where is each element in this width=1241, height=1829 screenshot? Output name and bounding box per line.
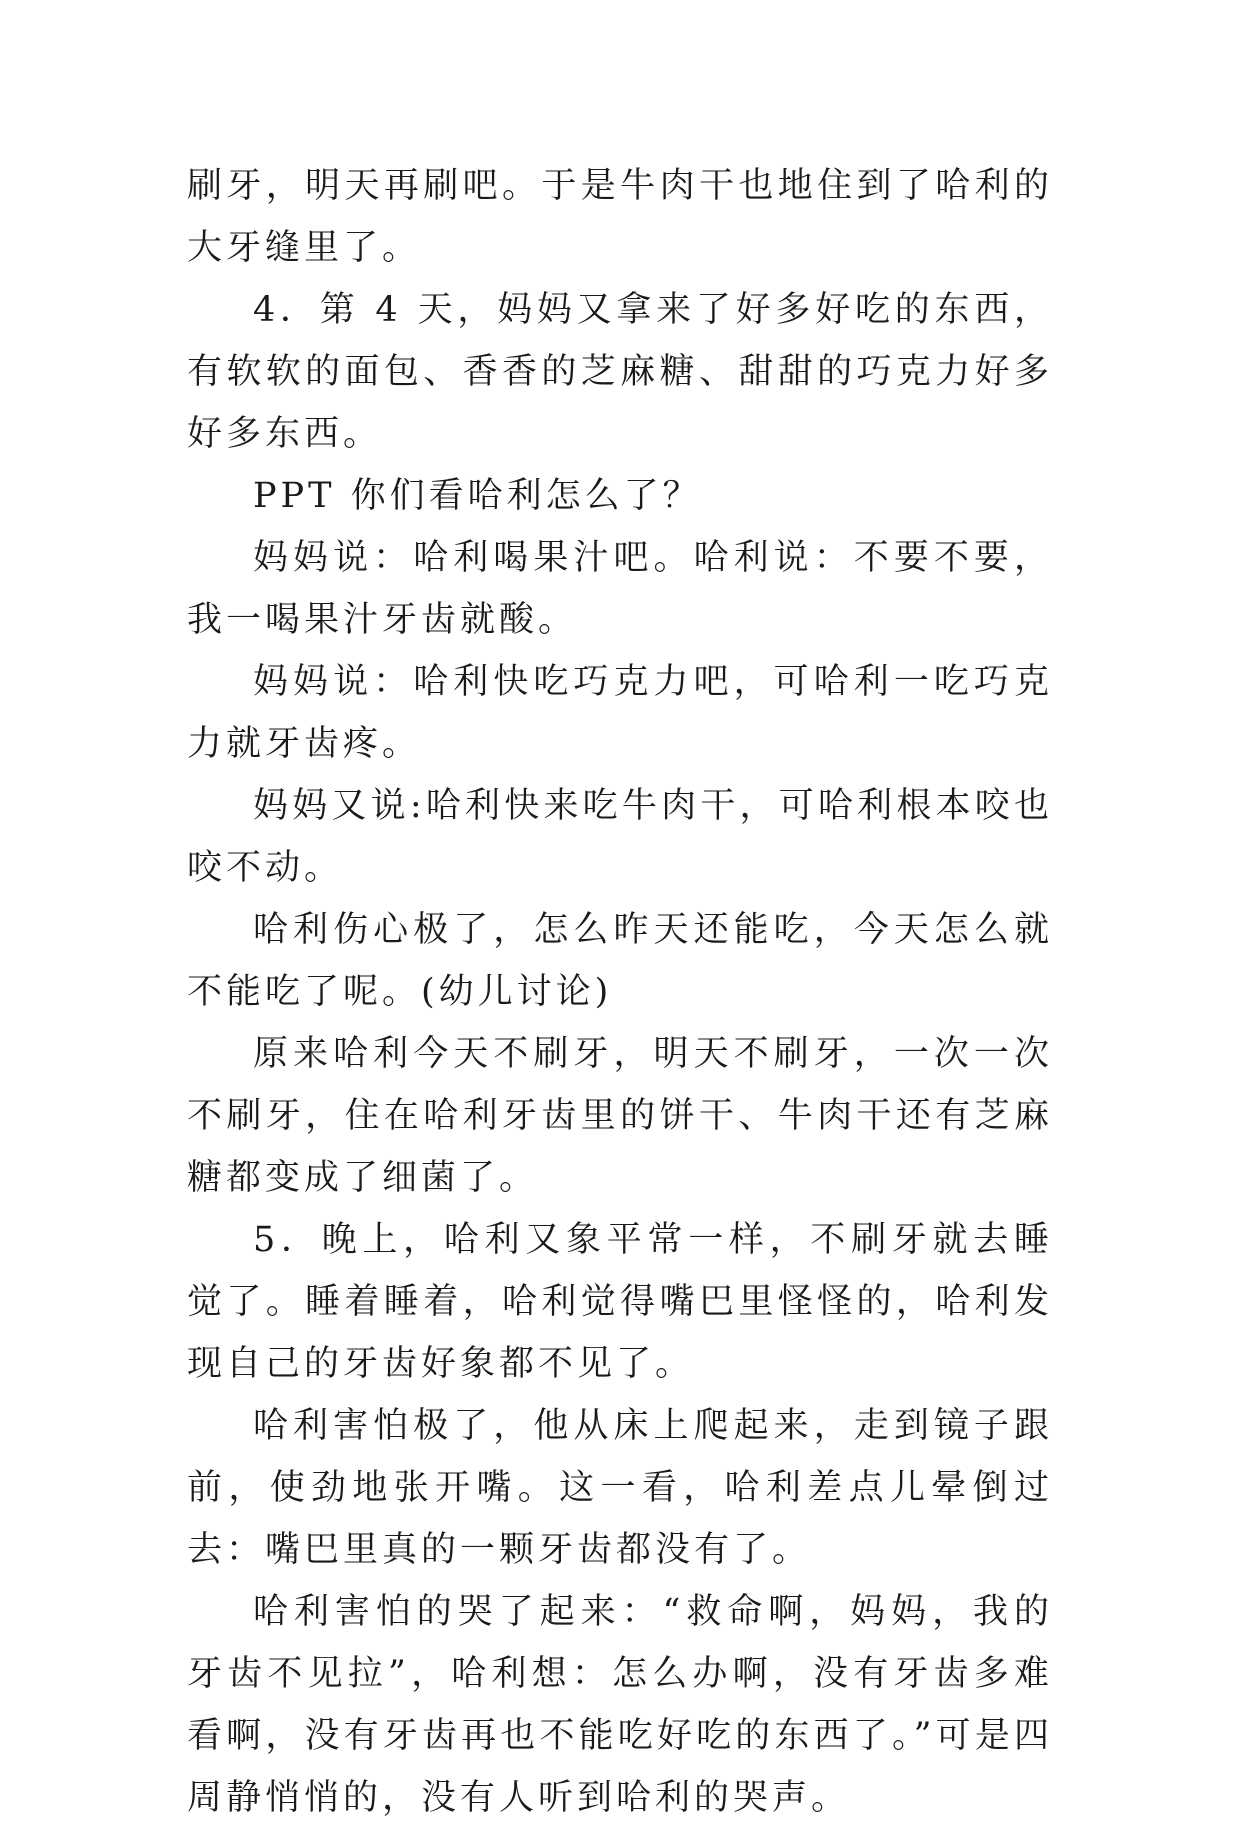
paragraph-4: 妈妈说：哈利喝果汁吧。哈利说：不要不要，我一喝果汁牙齿就酸。	[187, 538, 1053, 640]
paragraph-1: 刷牙，明天再刷吧。于是牛肉干也地住到了哈利的大牙缝里了。	[187, 166, 1053, 268]
paragraph-3: PPT 你们看哈利怎么了？	[253, 476, 702, 516]
paragraph-7: 哈利伤心极了，怎么昨天还能吃，今天怎么就不能吃了呢。(幼儿讨论)	[187, 910, 1053, 1012]
paragraph-8: 原来哈利今天不刷牙，明天不刷牙，一次一次不刷牙，住在哈利牙齿里的饼干、牛肉干还有芝麻糖都变成了细菌了。	[187, 1034, 1053, 1198]
paragraph-2: 4．第 4 天，妈妈又拿来了好多好吃的东西，有软软的面包、香香的芝麻糖、甜甜的巧克力好多好多东西。	[187, 290, 1053, 454]
paragraph-5: 妈妈说：哈利快吃巧克力吧，可哈利一吃巧克力就牙齿疼。	[187, 662, 1053, 764]
paragraph-10: 哈利害怕极了，他从床上爬起来，走到镜子跟前，使劲地张开嘴。这一看，哈利差点儿晕倒过去：嘴巴里真的一颗牙齿都没有了。	[187, 1406, 1053, 1570]
document-body	[187, 155, 1053, 1829]
paragraph-6: 妈妈又说:哈利快来吃牛肉干，可哈利根本咬也咬不动。	[187, 786, 1053, 888]
paragraph-11: 哈利害怕的哭了起来：“救命啊，妈妈，我的牙齿不见拉”，哈利想：怎么办啊，没有牙齿多难看啊，没有牙齿再也不能吃好吃的东西了。”可是四周静悄悄的，没有人听到哈利的哭声。	[187, 1592, 1053, 1818]
paragraph-9: 5．晚上，哈利又象平常一样，不刷牙就去睡觉了。睡着睡着，哈利觉得嘴巴里怪怪的，哈利发现自己的牙齿好象都不见了。	[187, 1220, 1053, 1384]
